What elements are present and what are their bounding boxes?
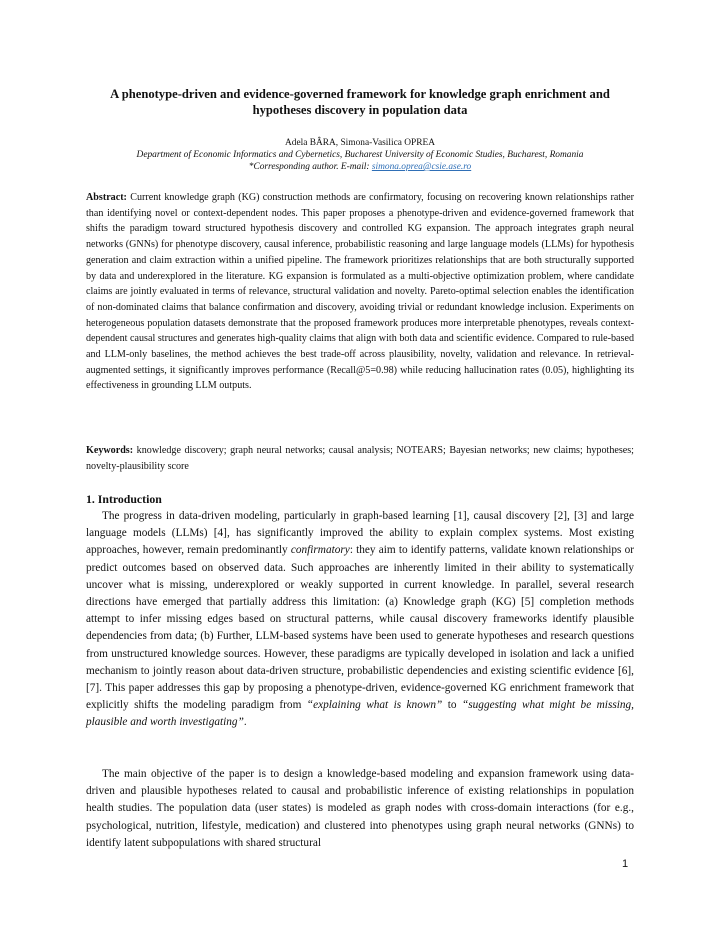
intro-p1-text-c: to <box>442 699 462 712</box>
intro-p1-text-b: : they aim to identify patterns, validate known relationships or predict outcomes based on observed data. Such approaches are inherently limited in their ability to systematically uncover what is missing, underexplored or weakly supported in current knowledge. In parallel, several research directions have emerged that partially address this limitation: (a) Knowledge graph (KG) [5] completion methods attempt to infer missing edges based on structural patterns, while causal discovery frameworks identify plausible dependencies from data; (b) Further, LLM-based systems have been used to generate hypotheses and research questions from unstructured knowledge sources. However, these paradigms are typically developed in isolation and lack a unified mechanism to jointly reason about data-driven structure, probabilistic dependencies and existing scientific evidence [6], [7]. This paper addresses this gap by proposing a phenotype-driven, evidence-governed KG enrichment framework that explicitly shifts the modeling paradigm from <box>86 544 634 712</box>
keywords-label: Keywords: <box>86 445 134 456</box>
abstract-text: Current knowledge graph (KG) construction methods are confirmatory, focusing on recovering known relationships rather than identifying novel or context-dependent nodes. This paper proposes a phenotype-driven and evidence-governed framework that shifts the paradigm toward structured hypothesis discovery and controlled KG expansion. The approach integrates graph neural networks (GNNs) for phenotype discovery, causal inference, probabilistic reasoning and large language models (LLMs) for hypothesis generation and claim extraction within a unified pipeline. The framework prioritizes relationships that are both structurally supported by data and underexplored in the literature. KG expansion is formulated as a multi-objective optimization problem, where candidate claims are jointly evaluated in terms of relevance, structural validation and novelty. Pareto-optimal selection enables the identification of non-dominated claims that balance confirmation and discovery, avoiding trivial or redundant knowledge inclusion. Experiments on heterogeneous population datasets demonstrate that the proposed framework produces more interpretable phenotypes, reveals context-dependent causal structures and generates high-quality claims that align with both data and scientific evidence. Compared to rule-based and LLM-only baselines, the method achieves the best trade-off across plausibility, novelty, validation and relevance. In retrieval-augmented settings, it significantly improves performance (Recall@5=0.98) while reducing hallucination rates (0.05), highlighting its effectiveness in grounding LLM outputs. <box>86 192 634 392</box>
keywords <box>86 443 634 474</box>
abstract <box>86 190 634 394</box>
keywords-text: knowledge discovery; graph neural networks; causal analysis; NOTEARS; Bayesian networks; new claims; hypotheses; novelty-plausibility score <box>86 445 634 472</box>
author-list: Adela BÂRA, Simona-Vasilica OPREA <box>285 138 435 148</box>
intro-p1-quote-2: “suggesting what might be missing, plausible and worth investigating” <box>86 699 634 729</box>
email-link[interactable]: simona.oprea@csie.ase.ro <box>371 162 472 172</box>
intro-p1-emphasis: confirmatory <box>290 544 350 557</box>
intro-p1-quote-1: “explaining what is known” <box>306 699 443 712</box>
intro-p1-text-d: . <box>243 716 247 729</box>
intro-p1-text-a: The progress in data-driven modeling, particularly in graph-based learning [1], causal discovery [2], [3] and large language models (LLMs) [4], has significantly improved the ability to explain complex systems. Most existing approaches, however, remain predominantly <box>86 510 634 557</box>
corresponding-label: *Corresponding author. E-mail: <box>248 162 372 172</box>
section-heading: 1. Introduction <box>86 492 162 506</box>
affiliation: Department of Economic Informatics and Cybernetics, Bucharest University of Economic Studies, Bucharest, Romania <box>136 150 584 160</box>
intro-paragraph-1 <box>86 508 634 732</box>
abstract-label: Abstract: <box>86 192 127 203</box>
page-number: 1 <box>622 858 629 870</box>
corresponding-author <box>86 161 634 173</box>
paper-title: A phenotype-driven and evidence-governed framework for knowledge graph enrichment and hypotheses discovery in population data <box>110 87 610 117</box>
intro-paragraph-2: The main objective of the paper is to design a knowledge-based modeling and expansion framework using data-driven and plausible hypotheses related to causal and probabilistic inference of existing relationships in population health studies. The population data (user states) is modeled as graph nodes with cross-domain interactions (for e.g., psychological, nutrition, lifestyle, medication) and clustered into phenotypes using graph neural networks (GNNs) to identify latent subpopulations with shared structural <box>86 768 634 849</box>
